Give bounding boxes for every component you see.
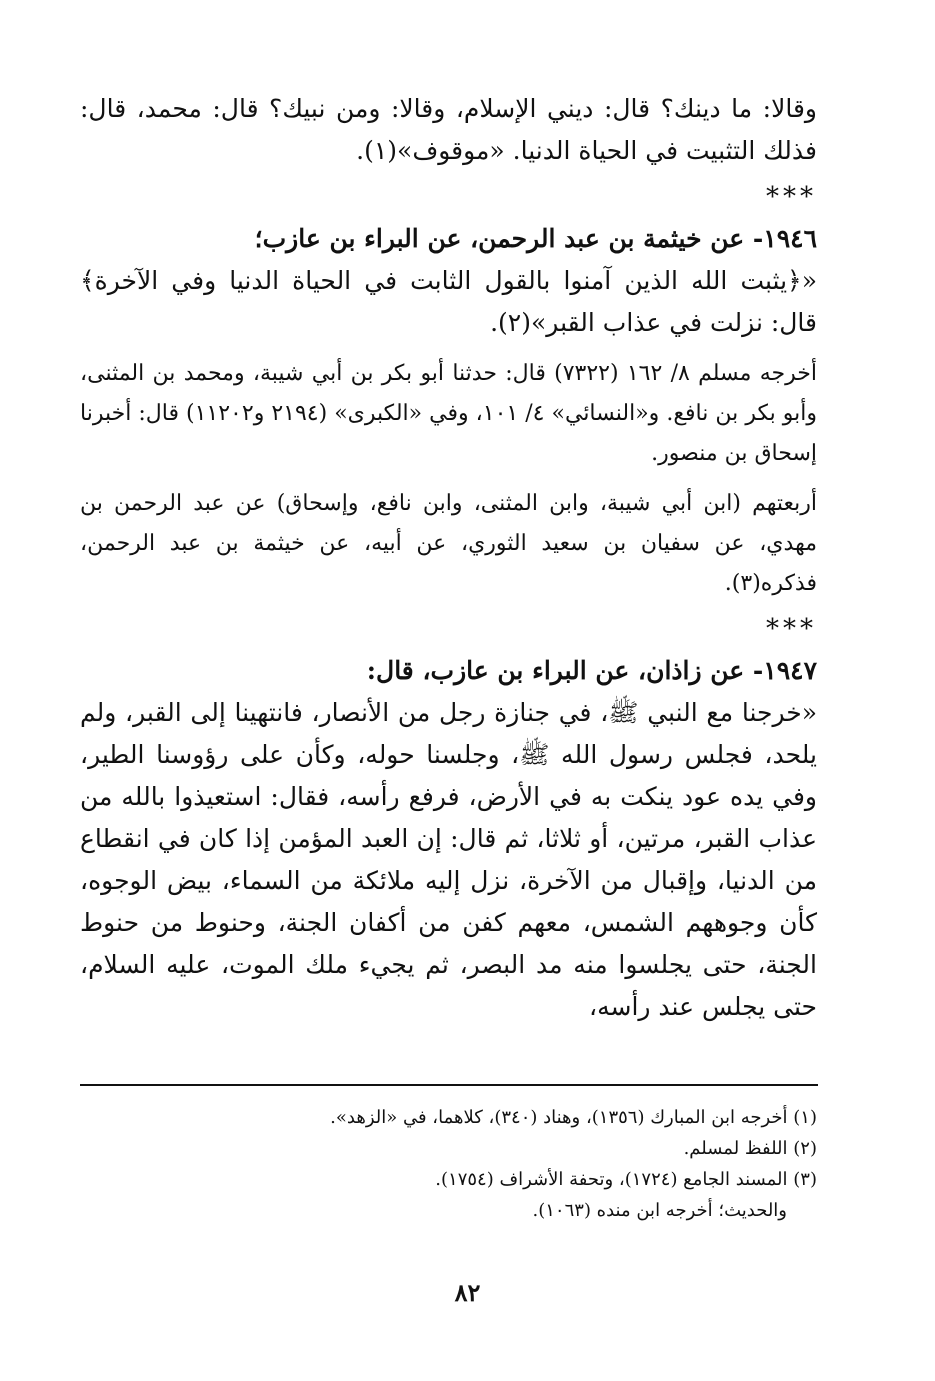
main-text [80, 88, 817, 1028]
footnotes [80, 1102, 817, 1226]
page-number: ٨٢ [454, 1278, 481, 1307]
section-separator: *** [766, 614, 817, 644]
top-continuation: وقالا: ما دينك؟ قال: ديني الإسلام، وقالا: ومن نبيك؟ قال: محمد، قال: فذلك التثبيت في الحياة الدنيا. «موقوف»(١). [80, 94, 817, 165]
hadith-1947-text: «خرجنا مع النبي ﷺ، في جنازة رجل من الأنصار، فانتهينا إلى القبر، ولم يلحد، فجلس رسول الله ﷺ، وجلسنا حوله، وكأن على رؤوسنا الطير، وفي يده عود ينكت به في الأرض، فرفع رأسه، فقال: استعيذوا بالله من عذاب القبر، مرتين، أو ثلاثا، ثم قال: إن العبد المؤمن إذا كان في انقطاع من الدنيا، وإقبال من الآخرة، نزل إليه ملائكة من السماء، بيض الوجوه، كأن وجوههم الشمس، معهم كفن من أكفان الجنة، وحنوط من حنوط الجنة، حتى يجلسوا منه مد البصر، ثم يجيء ملك الموت، عليه السلام، حتى يجلس عند رأسه، [80, 698, 818, 1021]
hadith-1947-heading: ١٩٤٧- عن زاذان، عن البراء بن عازب، قال: [366, 656, 817, 685]
hadith-1946-takhrij: أخرجه مسلم ٨/ ١٦٢ (٧٣٢٢) قال: حدثنا أبو بكر بن أبي شيبة، ومحمد بن المثنى، وأبو بكر بن نافع. و«النسائي» ٤/ ١٠١، وفي «الكبرى» (٢١٩٤ و١١٢٠٢) قال: أخبرنا إسحاق بن منصور. [80, 361, 817, 466]
footnote-1: (١) أخرجه ابن المبارك (١٣٥٦)، وهناد (٣٤٠)، كلاهما، في «الزهد». [330, 1107, 817, 1128]
footnote-3-continuation: والحديث؛ أخرجه ابن منده (١٠٦٣). [532, 1200, 787, 1221]
section-separator: *** [766, 182, 817, 212]
footnote-divider [80, 1084, 818, 1086]
footnote-3: (٣) المسند الجامع (١٧٢٤)، وتحفة الأشراف (١٧٥٤). [435, 1169, 817, 1190]
hadith-1946-isnad: أربعتهم (ابن أبي شيبة، وابن المثنى، وابن نافع، وإسحاق) عن عبد الرحمن بن مهدي، عن سفيان بن سعيد الثوري، عن أبيه، عن خيثمة بن عبد الرحمن، فذكره(٣). [80, 491, 817, 596]
hadith-1946-verse: «﴿يثبت الله الذين آمنوا بالقول الثابت في الحياة الدنيا وفي الآخرة﴾ قال: نزلت في عذاب القبر»(٢). [80, 266, 817, 337]
footnote-2: (٢) اللفظ لمسلم. [683, 1138, 817, 1159]
hadith-1946-heading: ١٩٤٦- عن خيثمة بن عبد الرحمن، عن البراء بن عازب؛ [254, 224, 817, 253]
